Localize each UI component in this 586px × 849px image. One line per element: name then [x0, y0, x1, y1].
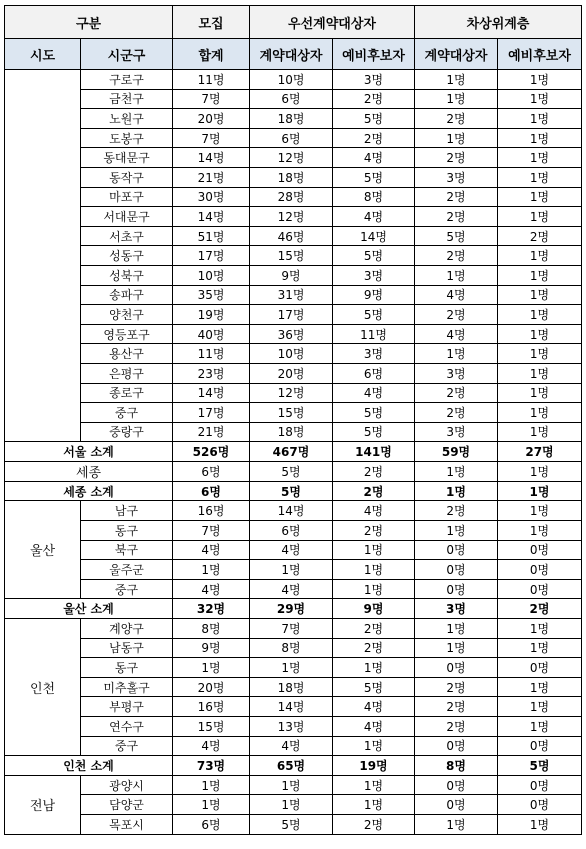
district-cell: 동대문구	[81, 148, 173, 168]
recruitment-table	[4, 5, 582, 835]
district-cell: 서초구	[81, 226, 173, 246]
table-row	[5, 207, 582, 227]
value-cell: 8명	[333, 187, 415, 207]
value-cell: 1명	[498, 187, 582, 207]
value-cell: 6명	[250, 128, 333, 148]
table-row	[5, 70, 582, 90]
value-cell: 11명	[333, 324, 415, 344]
value-cell: 16명	[173, 501, 250, 521]
value-cell: 0명	[415, 579, 498, 599]
value-cell: 5명	[250, 461, 333, 481]
value-cell: 1명	[498, 422, 582, 442]
value-cell: 15명	[250, 246, 333, 266]
table-row	[5, 128, 582, 148]
value-cell: 4명	[173, 736, 250, 756]
value-cell: 2명	[415, 305, 498, 325]
value-cell: 3명	[415, 167, 498, 187]
value-cell: 14명	[250, 697, 333, 717]
value-cell: 5명	[333, 305, 415, 325]
value-cell: 20명	[250, 363, 333, 383]
value-cell: 1명	[498, 324, 582, 344]
value-cell: 7명	[173, 89, 250, 109]
value-cell: 14명	[173, 148, 250, 168]
value-cell: 0명	[498, 795, 582, 815]
sido-cell: 전남	[5, 775, 81, 834]
subtotal-value: 8명	[415, 756, 498, 776]
district-cell: 성북구	[81, 265, 173, 285]
district-cell: 담양군	[81, 795, 173, 815]
value-cell: 3명	[333, 265, 415, 285]
table-row	[5, 422, 582, 442]
value-cell: 1명	[498, 305, 582, 325]
value-cell: 1명	[415, 344, 498, 364]
value-cell: 1명	[415, 638, 498, 658]
header-next-reserve: 예비후보자	[498, 39, 582, 70]
value-cell: 19명	[173, 305, 250, 325]
district-cell: 목포시	[81, 814, 173, 834]
district-cell: 마포구	[81, 187, 173, 207]
value-cell: 5명	[415, 226, 498, 246]
value-cell: 1명	[498, 717, 582, 737]
district-cell: 성동구	[81, 246, 173, 266]
value-cell: 1명	[498, 814, 582, 834]
value-cell: 0명	[415, 775, 498, 795]
value-cell: 5명	[333, 109, 415, 129]
value-cell: 8명	[250, 638, 333, 658]
value-cell: 17명	[173, 246, 250, 266]
subtotal-label: 서울 소계	[5, 442, 173, 462]
table-row	[5, 697, 582, 717]
value-cell: 1명	[173, 795, 250, 815]
table-row	[5, 775, 582, 795]
value-cell: 0명	[415, 658, 498, 678]
value-cell: 14명	[333, 226, 415, 246]
subtotal-value: 2명	[498, 599, 582, 619]
value-cell: 4명	[333, 717, 415, 737]
subtotal-value: 1명	[415, 481, 498, 501]
value-cell: 12명	[250, 207, 333, 227]
value-cell: 1명	[498, 128, 582, 148]
table-row	[5, 540, 582, 560]
value-cell: 1명	[415, 70, 498, 90]
table-row	[5, 501, 582, 521]
district-cell: 동구	[81, 521, 173, 541]
value-cell: 1명	[498, 619, 582, 639]
value-cell: 0명	[498, 579, 582, 599]
value-cell: 2명	[415, 148, 498, 168]
table-row	[5, 579, 582, 599]
value-cell: 2명	[498, 226, 582, 246]
table-row	[5, 795, 582, 815]
district-cell: 연수구	[81, 717, 173, 737]
value-cell: 10명	[250, 70, 333, 90]
table-row	[5, 167, 582, 187]
value-cell: 9명	[250, 265, 333, 285]
value-cell: 1명	[250, 795, 333, 815]
value-cell: 1명	[250, 560, 333, 580]
value-cell: 18명	[250, 422, 333, 442]
district-cell: 세종	[5, 461, 173, 481]
header-priority-reserve: 예비후보자	[333, 39, 415, 70]
value-cell: 12명	[250, 148, 333, 168]
subtotal-value: 19명	[333, 756, 415, 776]
table-row	[5, 246, 582, 266]
value-cell: 9명	[333, 285, 415, 305]
table-row	[5, 285, 582, 305]
value-cell: 1명	[498, 461, 582, 481]
value-cell: 2명	[333, 461, 415, 481]
value-cell: 4명	[415, 285, 498, 305]
value-cell: 46명	[250, 226, 333, 246]
value-cell: 1명	[333, 795, 415, 815]
district-cell: 용산구	[81, 344, 173, 364]
value-cell: 0명	[498, 658, 582, 678]
header-sido: 시도	[5, 39, 81, 70]
value-cell: 6명	[173, 461, 250, 481]
value-cell: 4명	[250, 736, 333, 756]
subtotal-value: 29명	[250, 599, 333, 619]
value-cell: 2명	[415, 187, 498, 207]
value-cell: 0명	[415, 795, 498, 815]
header-recruit: 모집	[173, 6, 250, 39]
table-row	[5, 619, 582, 639]
value-cell: 1명	[498, 521, 582, 541]
value-cell: 4명	[173, 579, 250, 599]
table-row	[5, 814, 582, 834]
header-group: 구분	[5, 6, 173, 39]
value-cell: 10명	[250, 344, 333, 364]
value-cell: 15명	[250, 403, 333, 423]
value-cell: 4명	[415, 324, 498, 344]
subtotal-value: 2명	[333, 481, 415, 501]
district-cell: 중랑구	[81, 422, 173, 442]
value-cell: 1명	[333, 736, 415, 756]
header-priority: 우선계약대상자	[250, 6, 415, 39]
district-cell: 계양구	[81, 619, 173, 639]
table-row	[5, 677, 582, 697]
district-cell: 북구	[81, 540, 173, 560]
sido-cell: 인천	[5, 619, 81, 756]
value-cell: 15명	[173, 717, 250, 737]
sido-cell: 울산	[5, 501, 81, 599]
value-cell: 16명	[173, 697, 250, 717]
value-cell: 2명	[415, 697, 498, 717]
value-cell: 13명	[250, 717, 333, 737]
district-cell: 동작구	[81, 167, 173, 187]
value-cell: 2명	[333, 521, 415, 541]
table-row	[5, 717, 582, 737]
table-body	[5, 70, 582, 835]
value-cell: 1명	[173, 775, 250, 795]
header-sigungu: 시군구	[81, 39, 173, 70]
value-cell: 5명	[333, 246, 415, 266]
value-cell: 1명	[498, 383, 582, 403]
table-row	[5, 658, 582, 678]
district-cell: 도봉구	[81, 128, 173, 148]
value-cell: 1명	[415, 461, 498, 481]
district-cell: 종로구	[81, 383, 173, 403]
value-cell: 4명	[333, 148, 415, 168]
value-cell: 5명	[333, 677, 415, 697]
subtotal-value: 32명	[173, 599, 250, 619]
sido-cell	[5, 70, 81, 442]
value-cell: 3명	[333, 70, 415, 90]
subtotal-value: 6명	[173, 481, 250, 501]
value-cell: 21명	[173, 167, 250, 187]
value-cell: 2명	[415, 383, 498, 403]
value-cell: 2명	[333, 89, 415, 109]
value-cell: 4명	[333, 501, 415, 521]
value-cell: 14명	[250, 501, 333, 521]
value-cell: 5명	[333, 422, 415, 442]
district-cell: 남동구	[81, 638, 173, 658]
table-row	[5, 324, 582, 344]
district-cell: 구로구	[81, 70, 173, 90]
value-cell: 0명	[415, 540, 498, 560]
value-cell: 20명	[173, 109, 250, 129]
district-cell: 중구	[81, 403, 173, 423]
value-cell: 5명	[250, 814, 333, 834]
district-cell: 송파구	[81, 285, 173, 305]
value-cell: 4명	[333, 207, 415, 227]
value-cell: 40명	[173, 324, 250, 344]
value-cell: 23명	[173, 363, 250, 383]
district-cell: 남구	[81, 501, 173, 521]
table-row	[5, 736, 582, 756]
header-priority-contract: 계약대상자	[250, 39, 333, 70]
table-row	[5, 638, 582, 658]
value-cell: 12명	[250, 383, 333, 403]
table-row	[5, 109, 582, 129]
value-cell: 2명	[415, 246, 498, 266]
value-cell: 7명	[173, 521, 250, 541]
table-row	[5, 363, 582, 383]
value-cell: 0명	[415, 560, 498, 580]
value-cell: 1명	[498, 109, 582, 129]
subtotal-row	[5, 442, 582, 462]
value-cell: 0명	[498, 560, 582, 580]
value-cell: 9명	[173, 638, 250, 658]
value-cell: 1명	[498, 285, 582, 305]
district-cell: 노원구	[81, 109, 173, 129]
value-cell: 17명	[250, 305, 333, 325]
value-cell: 1명	[333, 658, 415, 678]
subtotal-value: 59명	[415, 442, 498, 462]
value-cell: 1명	[498, 638, 582, 658]
subtotal-label: 인천 소계	[5, 756, 173, 776]
table-row	[5, 461, 582, 481]
district-cell: 울주군	[81, 560, 173, 580]
value-cell: 20명	[173, 677, 250, 697]
table-row	[5, 148, 582, 168]
value-cell: 31명	[250, 285, 333, 305]
value-cell: 28명	[250, 187, 333, 207]
value-cell: 1명	[498, 363, 582, 383]
value-cell: 1명	[498, 148, 582, 168]
value-cell: 6명	[173, 814, 250, 834]
value-cell: 0명	[498, 540, 582, 560]
header-total: 합계	[173, 39, 250, 70]
district-cell: 부평구	[81, 697, 173, 717]
subtotal-row	[5, 481, 582, 501]
district-cell: 영등포구	[81, 324, 173, 344]
value-cell: 1명	[498, 167, 582, 187]
district-cell: 광양시	[81, 775, 173, 795]
value-cell: 0명	[415, 736, 498, 756]
value-cell: 1명	[498, 344, 582, 364]
district-cell: 중구	[81, 736, 173, 756]
value-cell: 17명	[173, 403, 250, 423]
subtotal-row	[5, 599, 582, 619]
value-cell: 0명	[498, 775, 582, 795]
value-cell: 1명	[498, 246, 582, 266]
value-cell: 7명	[173, 128, 250, 148]
value-cell: 5명	[333, 167, 415, 187]
value-cell: 14명	[173, 383, 250, 403]
value-cell: 1명	[498, 697, 582, 717]
value-cell: 1명	[415, 814, 498, 834]
subtotal-value: 526명	[173, 442, 250, 462]
value-cell: 2명	[415, 717, 498, 737]
value-cell: 1명	[498, 677, 582, 697]
district-cell: 금천구	[81, 89, 173, 109]
value-cell: 51명	[173, 226, 250, 246]
table-row	[5, 187, 582, 207]
value-cell: 1명	[498, 403, 582, 423]
value-cell: 18명	[250, 167, 333, 187]
value-cell: 6명	[250, 89, 333, 109]
value-cell: 1명	[333, 540, 415, 560]
value-cell: 2명	[415, 501, 498, 521]
value-cell: 6명	[250, 521, 333, 541]
table-row	[5, 89, 582, 109]
value-cell: 35명	[173, 285, 250, 305]
value-cell: 4명	[173, 540, 250, 560]
value-cell: 1명	[250, 775, 333, 795]
subtotal-value: 3명	[415, 599, 498, 619]
value-cell: 1명	[173, 560, 250, 580]
value-cell: 6명	[333, 363, 415, 383]
subtotal-label: 세종 소계	[5, 481, 173, 501]
value-cell: 1명	[333, 775, 415, 795]
subtotal-row	[5, 756, 582, 776]
value-cell: 2명	[415, 207, 498, 227]
district-cell: 미추홀구	[81, 677, 173, 697]
value-cell: 2명	[333, 619, 415, 639]
value-cell: 1명	[415, 265, 498, 285]
table-row	[5, 560, 582, 580]
value-cell: 1명	[498, 501, 582, 521]
subtotal-value: 5명	[498, 756, 582, 776]
district-cell: 은평구	[81, 363, 173, 383]
subtotal-label: 울산 소계	[5, 599, 173, 619]
value-cell: 1명	[415, 521, 498, 541]
value-cell: 1명	[498, 207, 582, 227]
value-cell: 1명	[498, 89, 582, 109]
header-next-contract: 계약대상자	[415, 39, 498, 70]
table-header	[5, 6, 582, 70]
value-cell: 4명	[333, 697, 415, 717]
table-row	[5, 521, 582, 541]
table-row	[5, 265, 582, 285]
subtotal-value: 65명	[250, 756, 333, 776]
value-cell: 1명	[250, 658, 333, 678]
value-cell: 1명	[173, 658, 250, 678]
subtotal-value: 1명	[498, 481, 582, 501]
table-row	[5, 344, 582, 364]
district-cell: 양천구	[81, 305, 173, 325]
table-row	[5, 226, 582, 246]
value-cell: 21명	[173, 422, 250, 442]
value-cell: 14명	[173, 207, 250, 227]
district-cell: 중구	[81, 579, 173, 599]
value-cell: 5명	[333, 403, 415, 423]
value-cell: 2명	[415, 677, 498, 697]
district-cell: 서대문구	[81, 207, 173, 227]
value-cell: 11명	[173, 70, 250, 90]
value-cell: 2명	[415, 403, 498, 423]
value-cell: 1명	[415, 128, 498, 148]
value-cell: 1명	[333, 560, 415, 580]
value-cell: 7명	[250, 619, 333, 639]
value-cell: 36명	[250, 324, 333, 344]
value-cell: 1명	[498, 70, 582, 90]
value-cell: 2명	[333, 638, 415, 658]
value-cell: 1명	[333, 579, 415, 599]
value-cell: 3명	[415, 363, 498, 383]
subtotal-value: 141명	[333, 442, 415, 462]
header-next: 차상위계층	[415, 6, 582, 39]
subtotal-value: 5명	[250, 481, 333, 501]
subtotal-value: 73명	[173, 756, 250, 776]
value-cell: 2명	[333, 814, 415, 834]
value-cell: 1명	[415, 89, 498, 109]
district-cell: 동구	[81, 658, 173, 678]
value-cell: 0명	[498, 736, 582, 756]
value-cell: 3명	[415, 422, 498, 442]
value-cell: 18명	[250, 109, 333, 129]
subtotal-value: 467명	[250, 442, 333, 462]
value-cell: 3명	[333, 344, 415, 364]
value-cell: 4명	[333, 383, 415, 403]
table-row	[5, 305, 582, 325]
value-cell: 4명	[250, 540, 333, 560]
value-cell: 1명	[415, 619, 498, 639]
value-cell: 10명	[173, 265, 250, 285]
table-row	[5, 403, 582, 423]
value-cell: 11명	[173, 344, 250, 364]
value-cell: 8명	[173, 619, 250, 639]
subtotal-value: 9명	[333, 599, 415, 619]
value-cell: 2명	[333, 128, 415, 148]
value-cell: 4명	[250, 579, 333, 599]
value-cell: 1명	[498, 265, 582, 285]
value-cell: 2명	[415, 109, 498, 129]
table-row	[5, 383, 582, 403]
value-cell: 18명	[250, 677, 333, 697]
subtotal-value: 27명	[498, 442, 582, 462]
value-cell: 30명	[173, 187, 250, 207]
